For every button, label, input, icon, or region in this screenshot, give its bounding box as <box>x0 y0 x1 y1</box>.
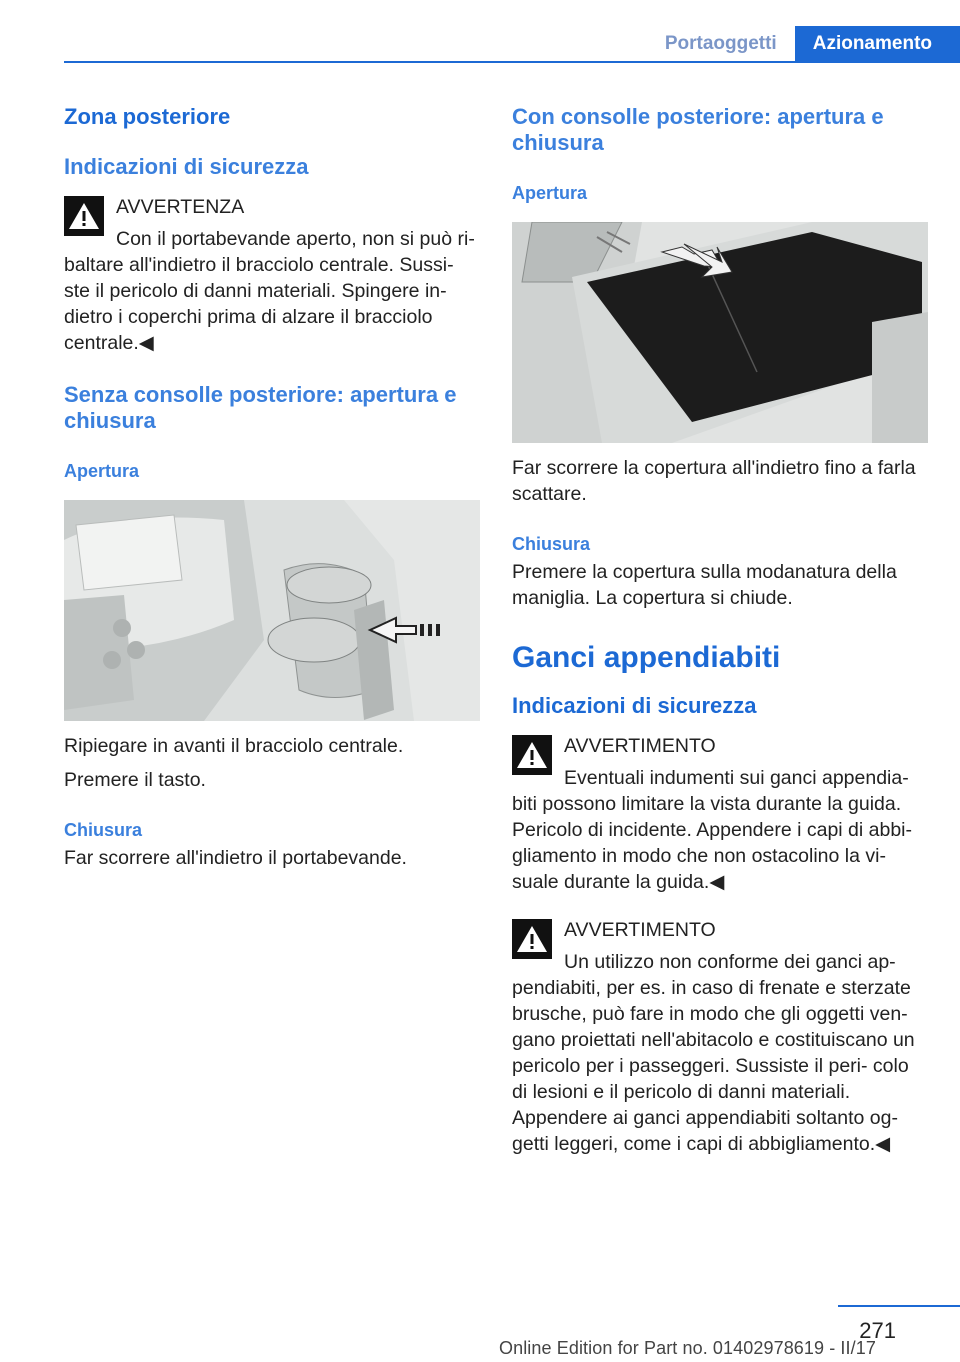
heading-without-rear-console: Senza consolle posteriore: apertura e chiusura <box>64 382 457 433</box>
left-column <box>64 100 482 871</box>
heading-safety-notes: Indicazioni di sicurezza <box>64 154 309 179</box>
warning-text: pendiabiti, per es. in caso di frenate e sterzate brusche, può fare in modo che gli oggetti ven‐ gano proiettati nell'abitacolo e costituiscano un pericolo per i passeggeri. Sussiste il peri‐ colo di lesioni e il pericolo di danni materiali. Appendere ai ganci appendiabiti soltanto og‐ getti leggeri, come i capi di abbigliamento.◀ <box>512 977 915 1155</box>
heading-coat-hooks: Ganci appendiabiti <box>512 641 781 674</box>
warning-triangle-icon <box>512 735 552 775</box>
warning-text-line1: Con il portabevande aperto, non si può ri‐ <box>116 228 475 250</box>
warning-block-1 <box>64 192 482 356</box>
paragraph-slide-cover: Far scorrere la copertura all'indietro fino a farla scattare. <box>512 457 916 505</box>
warning-triangle-icon <box>64 196 104 236</box>
heading-closing: Chiusura <box>64 820 143 840</box>
heading-safety-notes: Indicazioni di sicurezza <box>512 693 757 718</box>
page-header <box>647 26 960 62</box>
cupholder-illustration <box>64 500 480 721</box>
heading-closing: Chiusura <box>512 534 591 554</box>
edition-note: Online Edition for Part no. 01402978619 - II/17 <box>499 1338 876 1358</box>
heading-with-rear-console: Con consolle posteriore: apertura e chiusura <box>512 104 884 155</box>
heading-opening: Apertura <box>64 461 140 481</box>
warning-triangle-icon <box>512 919 552 959</box>
heading-opening: Apertura <box>512 183 588 203</box>
paragraph-slide-cupholder: Far scorrere all'indietro il portabevande. <box>64 847 407 869</box>
warning-text-line1: Eventuali indumenti sui ganci appendia‐ <box>564 767 909 789</box>
console-cover-illustration <box>512 222 928 443</box>
warning-text: baltare all'indietro il bracciolo centrale. Sussi‐ ste il pericolo di danni materiali. Spingere in‐ dietro i coperchi prima di alzare il bracciolo centrale.◀ <box>64 254 454 354</box>
page-number: 271 <box>859 1318 896 1343</box>
warning-title: AVVERTIMENTO <box>564 735 716 757</box>
paragraph-fold-armrest: Ripiegare in avanti il bracciolo centrale. <box>64 735 404 757</box>
warning-text-line1: Un utilizzo non conforme dei ganci ap‐ <box>564 951 896 973</box>
paragraph-press-cover: Premere la copertura sulla modanatura della maniglia. La copertura si chiude. <box>512 561 897 609</box>
warning-title: AVVERTIMENTO <box>564 919 716 941</box>
right-column <box>512 100 930 1157</box>
warning-block-2 <box>512 731 930 895</box>
header-section-tab[interactable]: Portaoggetti <box>647 26 795 62</box>
heading-rear-zone: Zona posteriore <box>64 104 231 129</box>
header-rule <box>64 61 960 63</box>
warning-block-3 <box>512 915 930 1157</box>
warning-title: AVVERTENZA <box>116 196 245 218</box>
footer-rule <box>838 1305 960 1307</box>
warning-text: biti possono limitare la vista durante la guida. Pericolo di incidente. Appendere i capi di abbi‐ gliamento in modo che non ostacolino la vi‐ suale durante la guida.◀ <box>512 793 913 893</box>
paragraph-press-button: Premere il tasto. <box>64 769 206 791</box>
header-chapter-tab[interactable]: Azionamento <box>795 26 960 62</box>
